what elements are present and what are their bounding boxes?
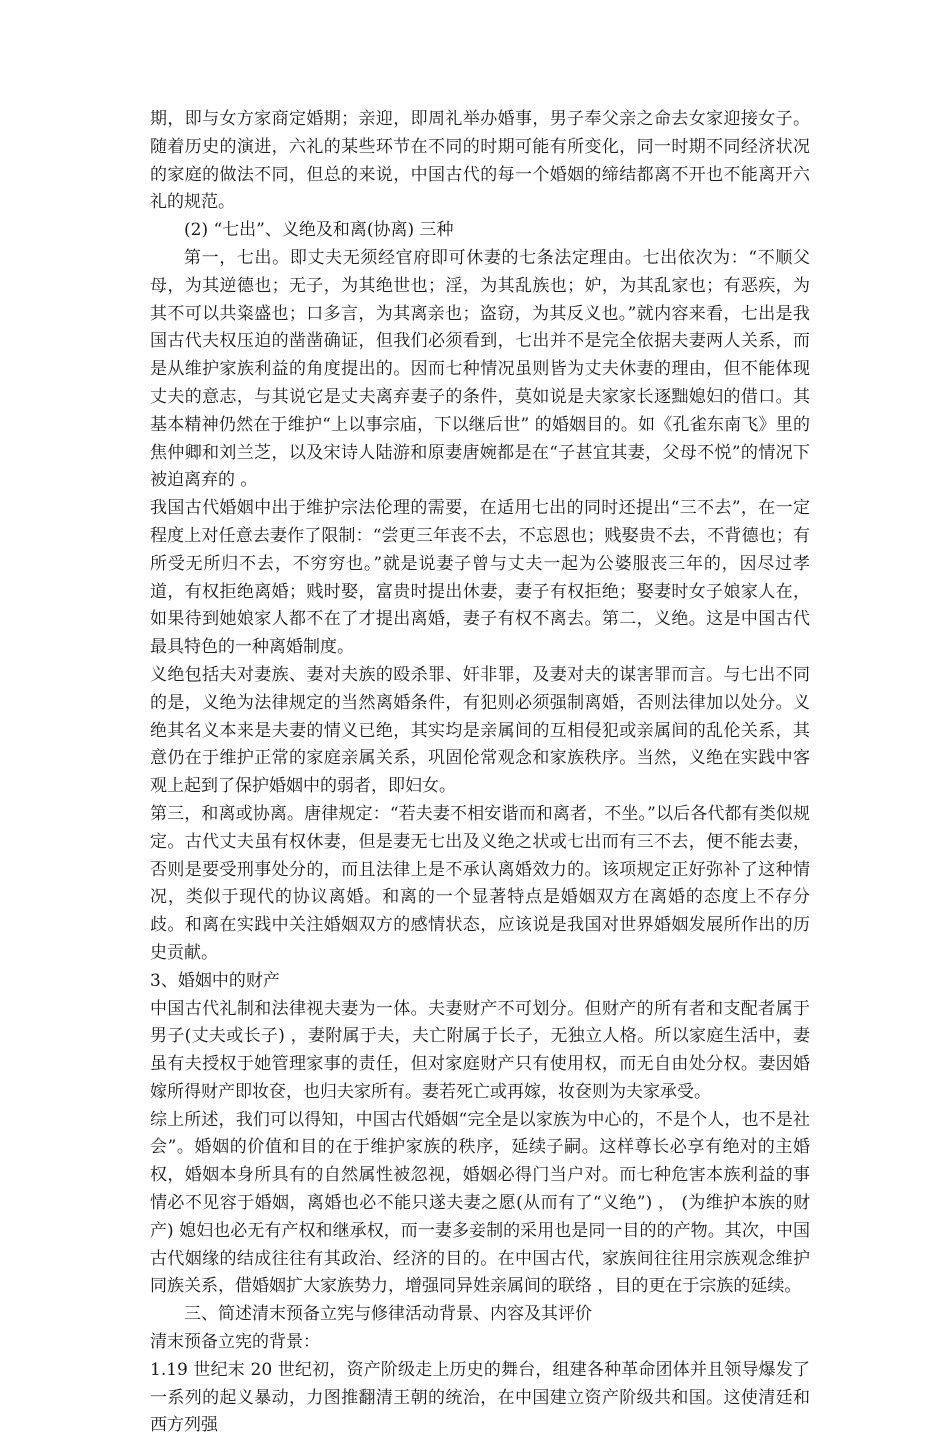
paragraph-heli: 第三，和离或协离。唐律规定：“若夫妻不相安谐而和离者，不坐。”以后各代都有类似规定。古代丈夫虽有权休妻，但是妻无七出及义绝之状或七出而有三不去，便不能去妻，否则是要受刑事处分的，而且法律上是不承认离婚效力的。该项规定正好弥补了这种情况，类似于现代的协议离婚。和离的一个显著特点是婚姻双方在离婚的态度上不存分歧。和离在实践中关注婚姻双方的感情状态，应该说是我国对世界婚姻发展所作出的历史贡献。 (150, 803, 810, 963)
paragraph-conclusion: 综上所述，我们可以得知，中国古代婚姻“完全是以家族为中心的，不是个人，也不是社会”。婚姻的价值和目的在于维护家族的秩序，延续子嗣。这样尊长必享有绝对的主婚权，婚姻本身所具有的自然属性被忽视，婚姻必得门当户对。而七种危害本族利益的事情必不见容于婚姻，离婚也必不能只遂夫妻之愿(从而有了“义绝”) ， (为维护本族的财产) 媳妇也必无有产权和继承权，而一妻多妾制的采用也是同一目的的产物。其次，中国古代姻缘的结成往往有其政治、经济的目的。在中国古代，家族间往往用宗族观念维护同族关系，借婚姻扩大家族势力，增强同异姓亲属间的联络 ，目的更在于宗族的延续。 (150, 1109, 810, 1297)
section-heading-qingmo: 三、简述清末预备立宪与修律活动背景、内容及其评价 (184, 1304, 592, 1325)
section-heading-qichu: (2) “七出”、义绝及和离(协离) 三种 (184, 220, 454, 241)
paragraph-sanbuqu: 我国古代婚姻中出于维护宗法伦理的需要，在适用七出的同时还提出“三不去”，在一定程度上对任意去妻作了限制：“尝更三年丧不去，不忘恩也；贱娶贵不去，不背德也；有所受无所归不去，不穷穷也。”就是说妻子曾与丈夫一起为公婆服丧三年的，因尽过孝道，有权拒绝离婚；贱时娶，富贵时提出休妻，妻子有权拒绝；娶妻时女子娘家人在，如果待到她娘家人都不在了才提出离婚，妻子有权不离去。第二，义绝。这是中国古代最具特色的一种离婚制度。 (150, 498, 810, 658)
paragraph-background-label: 清末预备立宪的背景： (150, 1332, 320, 1353)
paragraph-yijue: 义绝包括夫对妻族、妻对夫族的殴杀罪、奸非罪，及妻对夫的谋害罪而言。与七出不同的是，义绝为法律规定的当然离婚条件，有犯则必须强制离婚，否则法律加以处分。义绝其名义本来是夫妻的情义已绝，其实均是亲属间的互相侵犯或亲属间的乱伦关系，其意仍在于维护正常的家庭亲属关系，巩固伦常观念和家族秩序。当然，义绝在实践中客观上起到了保护婚姻中的弱者，即妇女。 (150, 664, 810, 797)
document-body (150, 106, 810, 1440)
paragraph-background-1: 1.19 世纪末 20 世纪初，资产阶级走上历史的舞台，组建各种革命团体并且领导爆发了一系列的起义暴动，力图推翻清王朝的统治，在中国建立资产阶级共和国。这使清廷和西方列强 (150, 1359, 810, 1436)
paragraph-property: 中国古代礼制和法律视夫妻为一体。夫妻财产不可划分。但财产的所有者和支配者属于男子(丈夫或长子) ，妻附属于夫，夫亡附属于长子，无独立人格。所以家庭生活中，妻虽有夫授权于她管理家事的责任，但对家庭财产只有使用权，而无自由处分权。妻因婚嫁所得财产即妆奁，也归夫家所有。妻若死亡或再嫁，妆奁则为夫家承受。 (150, 998, 810, 1102)
paragraph-qichu: 第一，七出。即丈夫无须经官府即可休妻的七条法定理由。七出依次为：“不顺父母，为其逆德也；无子，为其绝世也；淫，为其乱族也；妒，为其乱家也；有恶疾，为其不可以共粢盛也；口多言，为其离亲也；盗窃，为其反义也。”就内容来看，七出是我国古代夫权压迫的凿凿确证，但我们必须看到，七出并不是完全依据夫妻两人关系，而是从维护家族利益的角度提出的。因而七种情况虽则皆为丈夫休妻的理由，但不能体现丈夫的意志，与其说它是丈夫离弃妻子的条件，莫如说是夫家家长逐黜媳妇的借口。其基本精神仍然在于维护“上以事宗庙，下以继后世” 的婚姻目的。如《孔雀东南飞》里的焦仲卿和刘兰芝，以及宋诗人陆游和原妻唐婉都是在“子甚宜其妻，父母不悦”的情况下被迫离弃的 。 (150, 247, 810, 491)
paragraph-liuli-summary: 期，即与女方家商定婚期；亲迎，即周礼举办婚事，男子奉父亲之命去女家迎接女子。随着历史的演进，六礼的某些环节在不同的时期可能有所变化，同一时期不同经济状况的家庭的做法不同，但总的来说，中国古代的每一个婚姻的缔结都离不开也不能离开六礼的规范。 (150, 109, 810, 213)
section-heading-property: 3、婚姻中的财产 (150, 970, 280, 991)
